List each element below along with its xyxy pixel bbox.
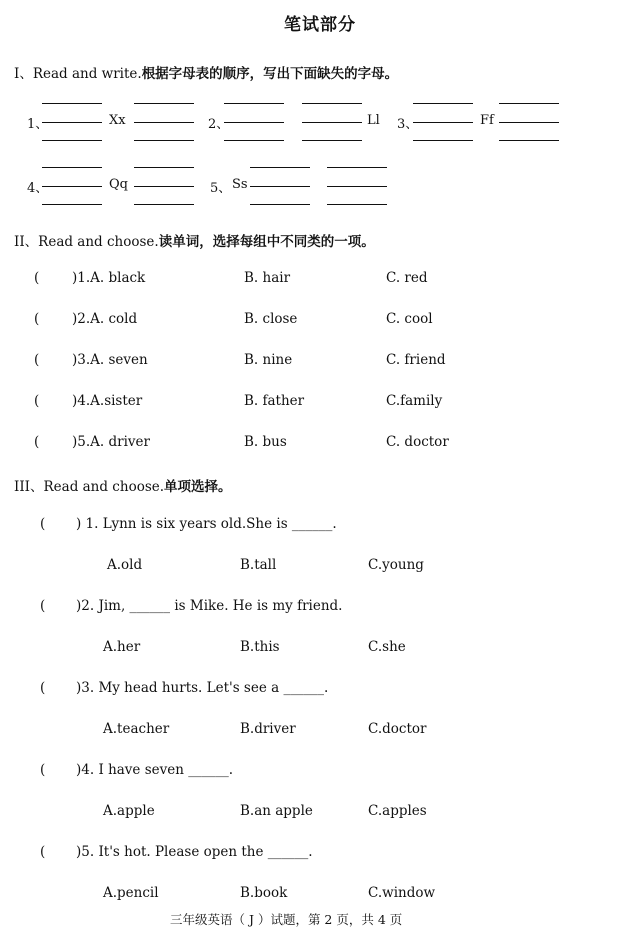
blank-line [327, 186, 387, 187]
answer-bracket[interactable]: ( [40, 516, 46, 532]
blank-line [42, 186, 102, 187]
blank-line [134, 167, 194, 168]
blank-line [499, 122, 559, 123]
option-b: B.book [240, 885, 288, 901]
page-title: 笔试部分 [284, 15, 356, 35]
item-number: 4、 [27, 181, 49, 196]
blank-line [250, 186, 310, 187]
answer-bracket[interactable]: ( [34, 311, 40, 327]
question-option-b: B. nine [244, 352, 293, 368]
blank-line [42, 103, 102, 104]
section-3-heading-cn: 单项选择。 [164, 479, 232, 495]
given-letter: Ll [367, 113, 380, 128]
question-stem: )5. It's hot. Please open the ______. [76, 844, 313, 860]
section-3-heading [14, 475, 232, 495]
section-3-heading-en: III、Read and choose. [14, 479, 165, 495]
blank-line [250, 167, 310, 168]
question-option-c: C. friend [386, 352, 446, 368]
section-2-heading [14, 230, 375, 250]
blank-line [134, 122, 194, 123]
blank-line [134, 103, 194, 104]
option-b: B.this [240, 639, 280, 655]
answer-bracket[interactable]: ( [40, 844, 46, 860]
option-c: C.young [368, 557, 424, 573]
given-letter: Ff [480, 113, 494, 128]
question-option-a: )5.A. driver [72, 434, 150, 450]
question-option-c: C. cool [386, 311, 433, 327]
question-option-a: )1.A. black [72, 270, 146, 286]
answer-bracket[interactable]: ( [34, 434, 40, 450]
answer-bracket[interactable]: ( [40, 762, 46, 778]
section-1-heading-cn: 根据字母表的顺序，写出下面缺失的字母。 [141, 66, 399, 82]
answer-bracket[interactable]: ( [40, 680, 46, 696]
blank-line [42, 204, 102, 205]
section-1-heading-en: I、Read and write. [14, 66, 142, 82]
question-stem: )2. Jim, ______ is Mike. He is my friend. [76, 598, 343, 614]
question-option-b: B. father [244, 393, 305, 409]
blank-line [134, 186, 194, 187]
question-option-a: )3.A. seven [72, 352, 148, 368]
item-number: 1、 [27, 117, 49, 132]
option-a: A.pencil [103, 885, 159, 901]
answer-bracket[interactable]: ( [40, 598, 46, 614]
option-a: A.apple [103, 803, 155, 819]
blank-line [327, 167, 387, 168]
blank-line [224, 103, 284, 104]
answer-bracket[interactable]: ( [34, 393, 40, 409]
item-number: 2、 [208, 117, 230, 132]
question-option-b: B. close [244, 311, 298, 327]
option-a: A.teacher [103, 721, 170, 737]
blank-line [499, 140, 559, 141]
blank-line [42, 167, 102, 168]
section-2-heading-en: II、Read and choose. [14, 234, 159, 250]
option-c: C.window [368, 885, 436, 901]
item-number: 5、 [210, 181, 232, 196]
blank-line [413, 103, 473, 104]
blank-line [413, 122, 473, 123]
blank-line [42, 140, 102, 141]
section-1-heading [14, 62, 398, 82]
question-option-b: B. hair [244, 270, 291, 286]
option-c: C.doctor [368, 721, 427, 737]
option-b: B.driver [240, 721, 296, 737]
question-stem: )3. My head hurts. Let's see a ______. [76, 680, 329, 696]
blank-line [134, 204, 194, 205]
option-a: A.her [103, 639, 141, 655]
question-option-a: )4.A.sister [72, 393, 143, 409]
question-option-c: C.family [386, 393, 443, 409]
blank-line [327, 204, 387, 205]
given-letter: Ss [232, 177, 248, 192]
blank-line [302, 140, 362, 141]
question-option-c: C. red [386, 270, 428, 286]
option-a: A.old [107, 557, 143, 573]
question-option-b: B. bus [244, 434, 287, 450]
blank-line [302, 122, 362, 123]
answer-bracket[interactable]: ( [34, 270, 40, 286]
blank-line [224, 140, 284, 141]
blank-line [224, 122, 284, 123]
question-stem: ) 1. Lynn is six years old.She is ______. [76, 516, 337, 532]
answer-bracket[interactable]: ( [34, 352, 40, 368]
given-letter: Xx [109, 113, 126, 128]
option-b: B.an apple [240, 803, 313, 819]
option-b: B.tall [240, 557, 277, 573]
blank-line [134, 140, 194, 141]
option-c: C.she [368, 639, 406, 655]
question-option-c: C. doctor [386, 434, 449, 450]
blank-line [250, 204, 310, 205]
blank-line [413, 140, 473, 141]
blank-line [499, 103, 559, 104]
section-2-heading-cn: 读单词，选择每组中不同类的一项。 [158, 234, 375, 250]
question-option-a: )2.A. cold [72, 311, 138, 327]
page-footer: 三年级英语（ J ）试题，第 2 页，共 4 页 [170, 912, 403, 927]
option-c: C.apples [368, 803, 427, 819]
question-stem: )4. I have seven ______. [76, 762, 234, 778]
blank-line [42, 122, 102, 123]
item-number: 3、 [397, 117, 419, 132]
given-letter: Qq [109, 177, 128, 192]
blank-line [302, 103, 362, 104]
